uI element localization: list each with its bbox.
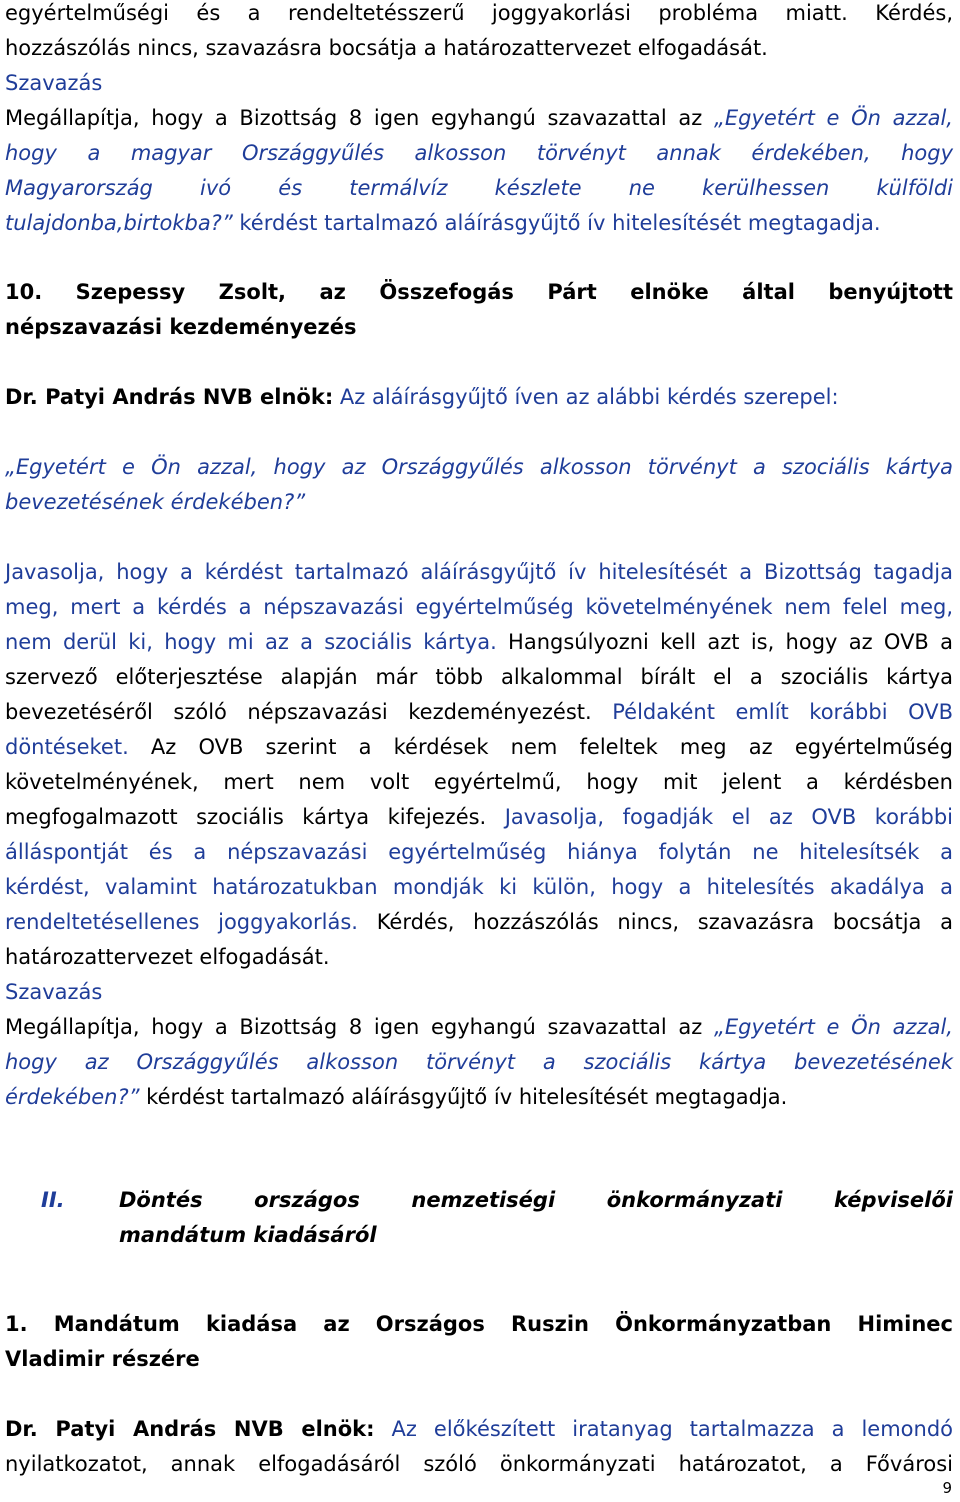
text-line: bevezetéséről szóló népszavazási kezdeményezést. Példaként említ korábbi OVB bbox=[5, 700, 953, 724]
text-line: Magyarország ivó és termálvíz készlete ne kerülhessen külföldi bbox=[5, 176, 953, 200]
section-heading: népszavazási kezdeményezés bbox=[5, 315, 357, 339]
text-line: hozzászólás nincs, szavazásra bocsátja a határozattervezet elfogadását. bbox=[5, 36, 768, 60]
text-line: Dr. Patyi András NVB elnök: Az előkészített iratanyag tartalmazza a lemondó bbox=[5, 1417, 953, 1441]
vote-label: Szavazás bbox=[5, 980, 103, 1004]
text-line: Megállapítja, hogy a Bizottság 8 igen egyhangú szavazattal az „Egyetért e Ön azzal, bbox=[5, 106, 953, 130]
text-line: követelményének, mert nem volt egyértelmű, hogy mit jelent a kérdésben bbox=[5, 770, 953, 794]
text-line: hogy az Országgyűlés alkosson törvényt a szociális kártya bevezetésének bbox=[5, 1050, 953, 1074]
text-line: kérdést, valamint határozatukban mondják ki külön, hogy a hitelesítés akadálya a bbox=[5, 875, 953, 899]
chapter-heading bbox=[5, 1183, 953, 1253]
chapter-number: II. bbox=[41, 1188, 65, 1212]
text-line: tulajdonba,birtokba?” kérdést tartalmazó aláírásgyűjtő ív hitelesítését megtagadja. bbox=[5, 211, 881, 235]
text-line: rendeltetésellenes joggyakorlás. Kérdés, hozzászólás nincs, szavazásra bocsátja a bbox=[5, 910, 953, 934]
text-line: megfogalmazott szociális kártya kifejezés. Javasolja, fogadják el az OVB korábbi bbox=[5, 805, 953, 829]
section-heading: 1. Mandátum kiadása az Országos Ruszin Önkormányzatban Himinec bbox=[5, 1312, 953, 1336]
text-line: érdekében?” kérdést tartalmazó aláírásgyűjtő ív hitelesítését megtagadja. bbox=[5, 1085, 788, 1109]
text-line: Javasolja, hogy a kérdést tartalmazó aláírásgyűjtő ív hitelesítését a Bizottság tagadja bbox=[5, 560, 953, 584]
text-line: hogy a magyar Országgyűlés alkosson törvényt annak érdekében, hogy bbox=[5, 141, 953, 165]
section-heading: 10. Szepessy Zsolt, az Összefogás Párt elnöke által benyújtott bbox=[5, 280, 953, 304]
text-line: Megállapítja, hogy a Bizottság 8 igen egyhangú szavazattal az „Egyetért e Ön azzal, bbox=[5, 1015, 953, 1039]
vote-label: Szavazás bbox=[5, 71, 103, 95]
text-line: nyilatkozatot, annak elfogadásáról szóló önkormányzati határozatot, a Fővárosi bbox=[5, 1452, 953, 1476]
chapter-title: mandátum kiadásáról bbox=[119, 1223, 377, 1247]
text-line: szervező előterjesztése alapján már több alkalommal bírált el a szociális kártya bbox=[5, 665, 953, 689]
text-line: egyértelműségi és a rendeltetésszerű joggyakorlási probléma miatt. Kérdés, bbox=[5, 1, 953, 25]
section-heading: Vladimir részére bbox=[5, 1347, 200, 1371]
quote-line: „Egyetért e Ön azzal, hogy az Országgyűlés alkosson törvényt a szociális kártya bbox=[5, 455, 953, 479]
text-line: döntéseket. Az OVB szerint a kérdések nem feleltek meg az egyértelműség bbox=[5, 735, 953, 759]
chapter-title: Döntés országos nemzetiségi önkormányzati képviselői bbox=[119, 1188, 953, 1212]
page-number: 9 bbox=[942, 1479, 952, 1497]
quote-line: bevezetésének érdekében?” bbox=[5, 490, 306, 514]
document-page bbox=[5, 0, 953, 1482]
text-line: meg, mert a kérdés a népszavazási egyértelműség követelményének nem felel meg, bbox=[5, 595, 953, 619]
text-line: álláspontját és a népszavazási egyértelműség hiánya folytán ne hitelesítsék a bbox=[5, 840, 953, 864]
text-line: határozattervezet elfogadását. bbox=[5, 945, 330, 969]
text-line: Dr. Patyi András NVB elnök: Az aláírásgyűjtő íven az alábbi kérdés szerepel: bbox=[5, 385, 839, 409]
text-line: nem derül ki, hogy mi az a szociális kártya. Hangsúlyozni kell azt is, hogy az OVB a bbox=[5, 630, 953, 654]
